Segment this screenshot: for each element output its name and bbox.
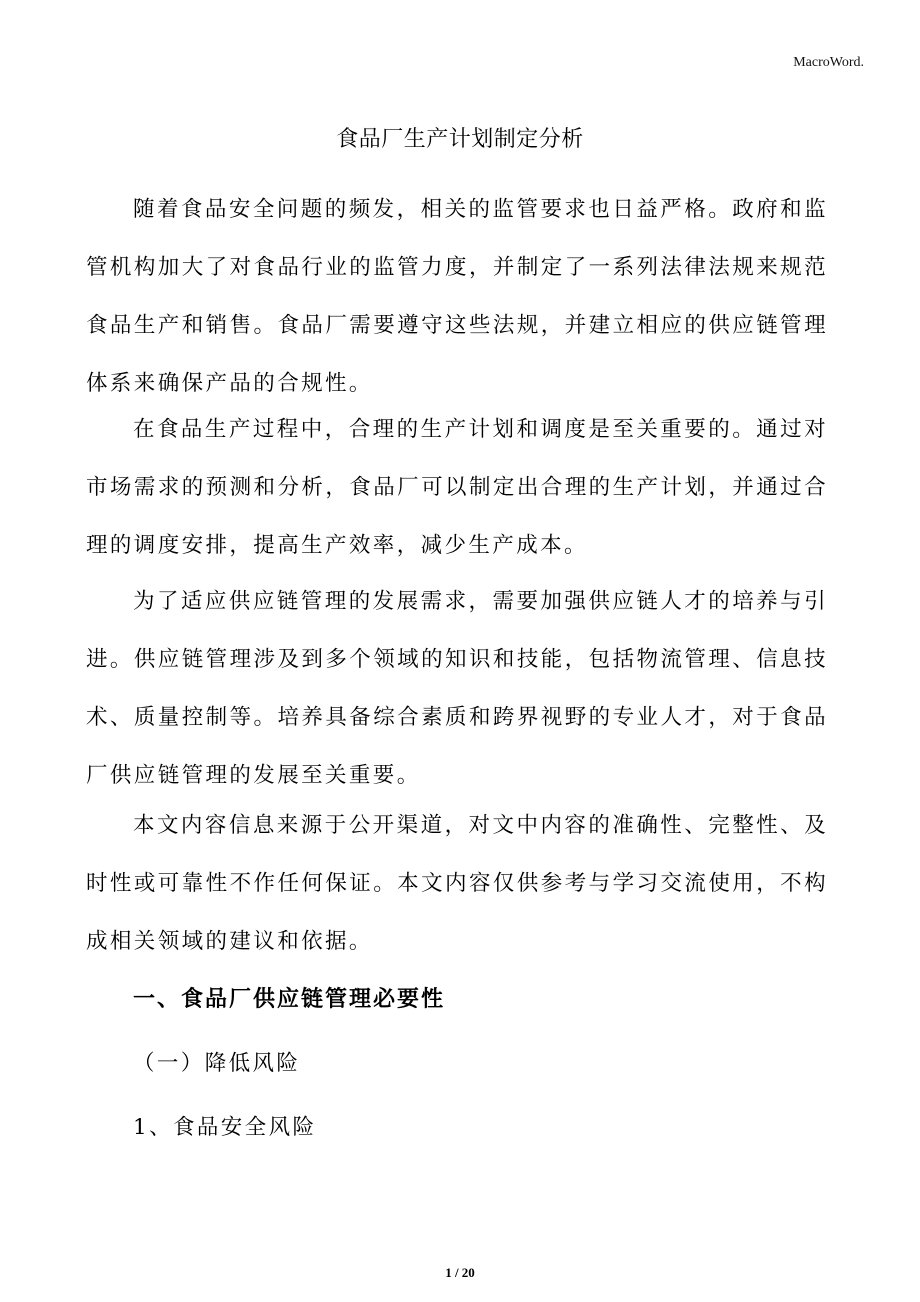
document-title: 食品厂生产计划制定分析 bbox=[336, 127, 584, 152]
page-number: 1 / 20 bbox=[445, 1265, 475, 1280]
subsection-heading: （一）降低风险 bbox=[133, 1051, 301, 1076]
paragraph-regulation: 随着食品安全问题的频发，相关的监管要求也日益严格。政府和监管机构加大了对食品行业的监管力度，并制定了一系列法律法规来规范食品生产和销售。食品厂需要遵守这些法规，并建立相应的供应链管理体系来确保产品的合规性。 bbox=[86, 197, 828, 396]
paragraph-talent-development: 为了适应供应链管理的发展需求，需要加强供应链人才的培养与引进。供应链管理涉及到多个领域的知识和技能，包括物流管理、信息技术、质量控制等。培养具备综合素质和跨界视野的专业人才，对于食品厂供应链管理的发展至关重要。 bbox=[86, 589, 828, 788]
section-heading: 一、食品厂供应链管理必要性 bbox=[133, 987, 446, 1012]
paragraph-production-planning: 在食品生产过程中，合理的生产计划和调度是至关重要的。通过对市场需求的预测和分析，食品厂可以制定出合理的生产计划，并通过合理的调度安排，提高生产效率，减少生产成本。 bbox=[86, 417, 828, 558]
item-heading: 1、食品安全风险 bbox=[133, 1115, 317, 1140]
paragraph-disclaimer: 本文内容信息来源于公开渠道，对文中内容的准确性、完整性、及时性或可靠性不作任何保证。本文内容仅供参考与学习交流使用，不构成相关领域的建议和依据。 bbox=[86, 813, 828, 954]
header-brand: MacroWord. bbox=[793, 55, 864, 70]
